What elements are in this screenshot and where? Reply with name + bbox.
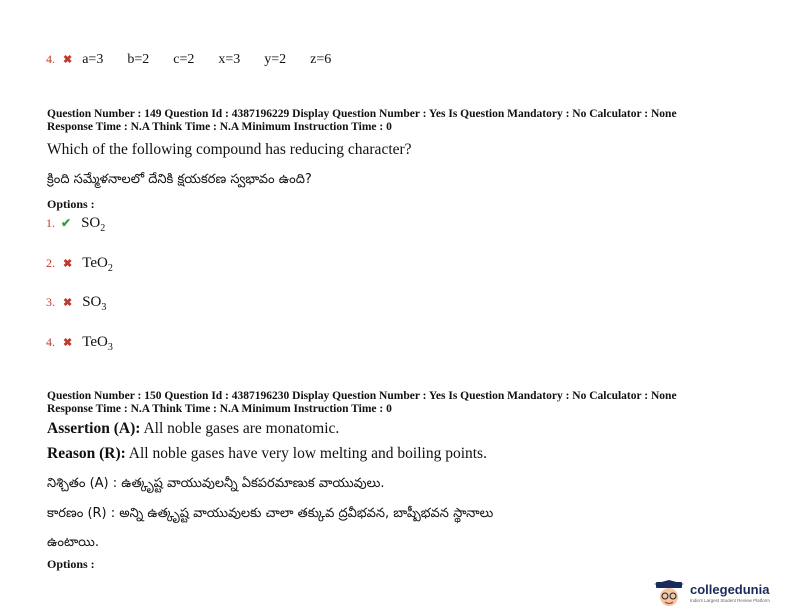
pair-y: y=2 [264, 52, 287, 67]
pair-b: b=2 [127, 52, 150, 67]
q150-assertion-te: నిశ్చితం (A) : ఉత్కృష్ట వాయువులన్నీ ఏకపరమాణుక వాయువులు. [47, 476, 385, 491]
q149-options-label: Options : [47, 197, 95, 211]
q150-meta-line2: Response Time : N.A Think Time : N.A Minimum Instruction Time : 0 [47, 403, 392, 415]
option-formula: $SO_3$ [82, 294, 107, 313]
q150-meta-line1: Question Number : 150 Question Id : 4387196230 Display Question Number : Yes Is Question Mandatory : No Calculator : None [47, 390, 677, 402]
reason-label: Reason (R): [47, 445, 126, 462]
mascot-icon [652, 580, 686, 608]
q150-reason [47, 445, 487, 463]
cross-icon: ✖ [63, 337, 73, 349]
q149-meta-line1: Question Number : 149 Question Id : 4387196229 Display Question Number : Yes Is Question Mandatory : No Calculator : None [47, 108, 677, 120]
pair-z: z=6 [310, 52, 332, 67]
pair-c: c=2 [173, 52, 195, 67]
option-formula: TeO$_2$ [82, 255, 113, 274]
option-number: 4. [46, 335, 55, 349]
option-formula: $SO_2$ [81, 215, 106, 234]
q150-assertion [47, 420, 339, 438]
cross-icon: ✖ [63, 297, 73, 309]
q149-option-3 [46, 293, 106, 313]
pair-x: x=3 [218, 52, 241, 67]
q150-reason-te-line1: కారణం (R) : అన్ని ఉత్కృష్ట వాయువులకు చాలా తక్కువ ద్రవీభవన, బాష్పీభవన స్థానాలు [47, 506, 494, 521]
option-number: 4. [46, 52, 55, 66]
q149-question-en: Which of the following compound has reducing character? [47, 141, 412, 158]
prev-option-4 [46, 50, 351, 68]
cross-icon: ✖ [63, 258, 73, 270]
option-number: 2. [46, 256, 55, 270]
assertion-text: All noble gases are monatomic. [140, 420, 340, 437]
q149-question-te: క్రింది సమ్మేళనాలలో దేనికి క్షయకరణ స్వభావం ఉంది? [47, 172, 312, 187]
pair-a: a=3 [82, 52, 104, 67]
q150-reason-te-line2: ఉంటాయి. [47, 535, 100, 550]
check-icon: ✔ [61, 216, 72, 230]
q149-option-1 [46, 214, 105, 234]
cross-icon: ✖ [63, 54, 73, 66]
assertion-label: Assertion (A): [47, 420, 141, 437]
q149-meta-line2: Response Time : N.A Think Time : N.A Minimum Instruction Time : 0 [47, 121, 392, 133]
reason-text: All noble gases have very low melting and boiling points. [125, 445, 487, 462]
q149-option-4 [46, 333, 113, 353]
option-number: 3. [46, 295, 55, 309]
q150-options-label: Options : [47, 557, 95, 571]
q149-option-2 [46, 254, 113, 274]
option-number: 1. [46, 216, 55, 230]
logo-tagline: India's Largest Student Review Platform [690, 598, 770, 603]
option-formula: TeO$_3$ [82, 334, 113, 353]
logo-name: collegedunia [690, 582, 770, 597]
collegedunia-logo [652, 580, 790, 608]
